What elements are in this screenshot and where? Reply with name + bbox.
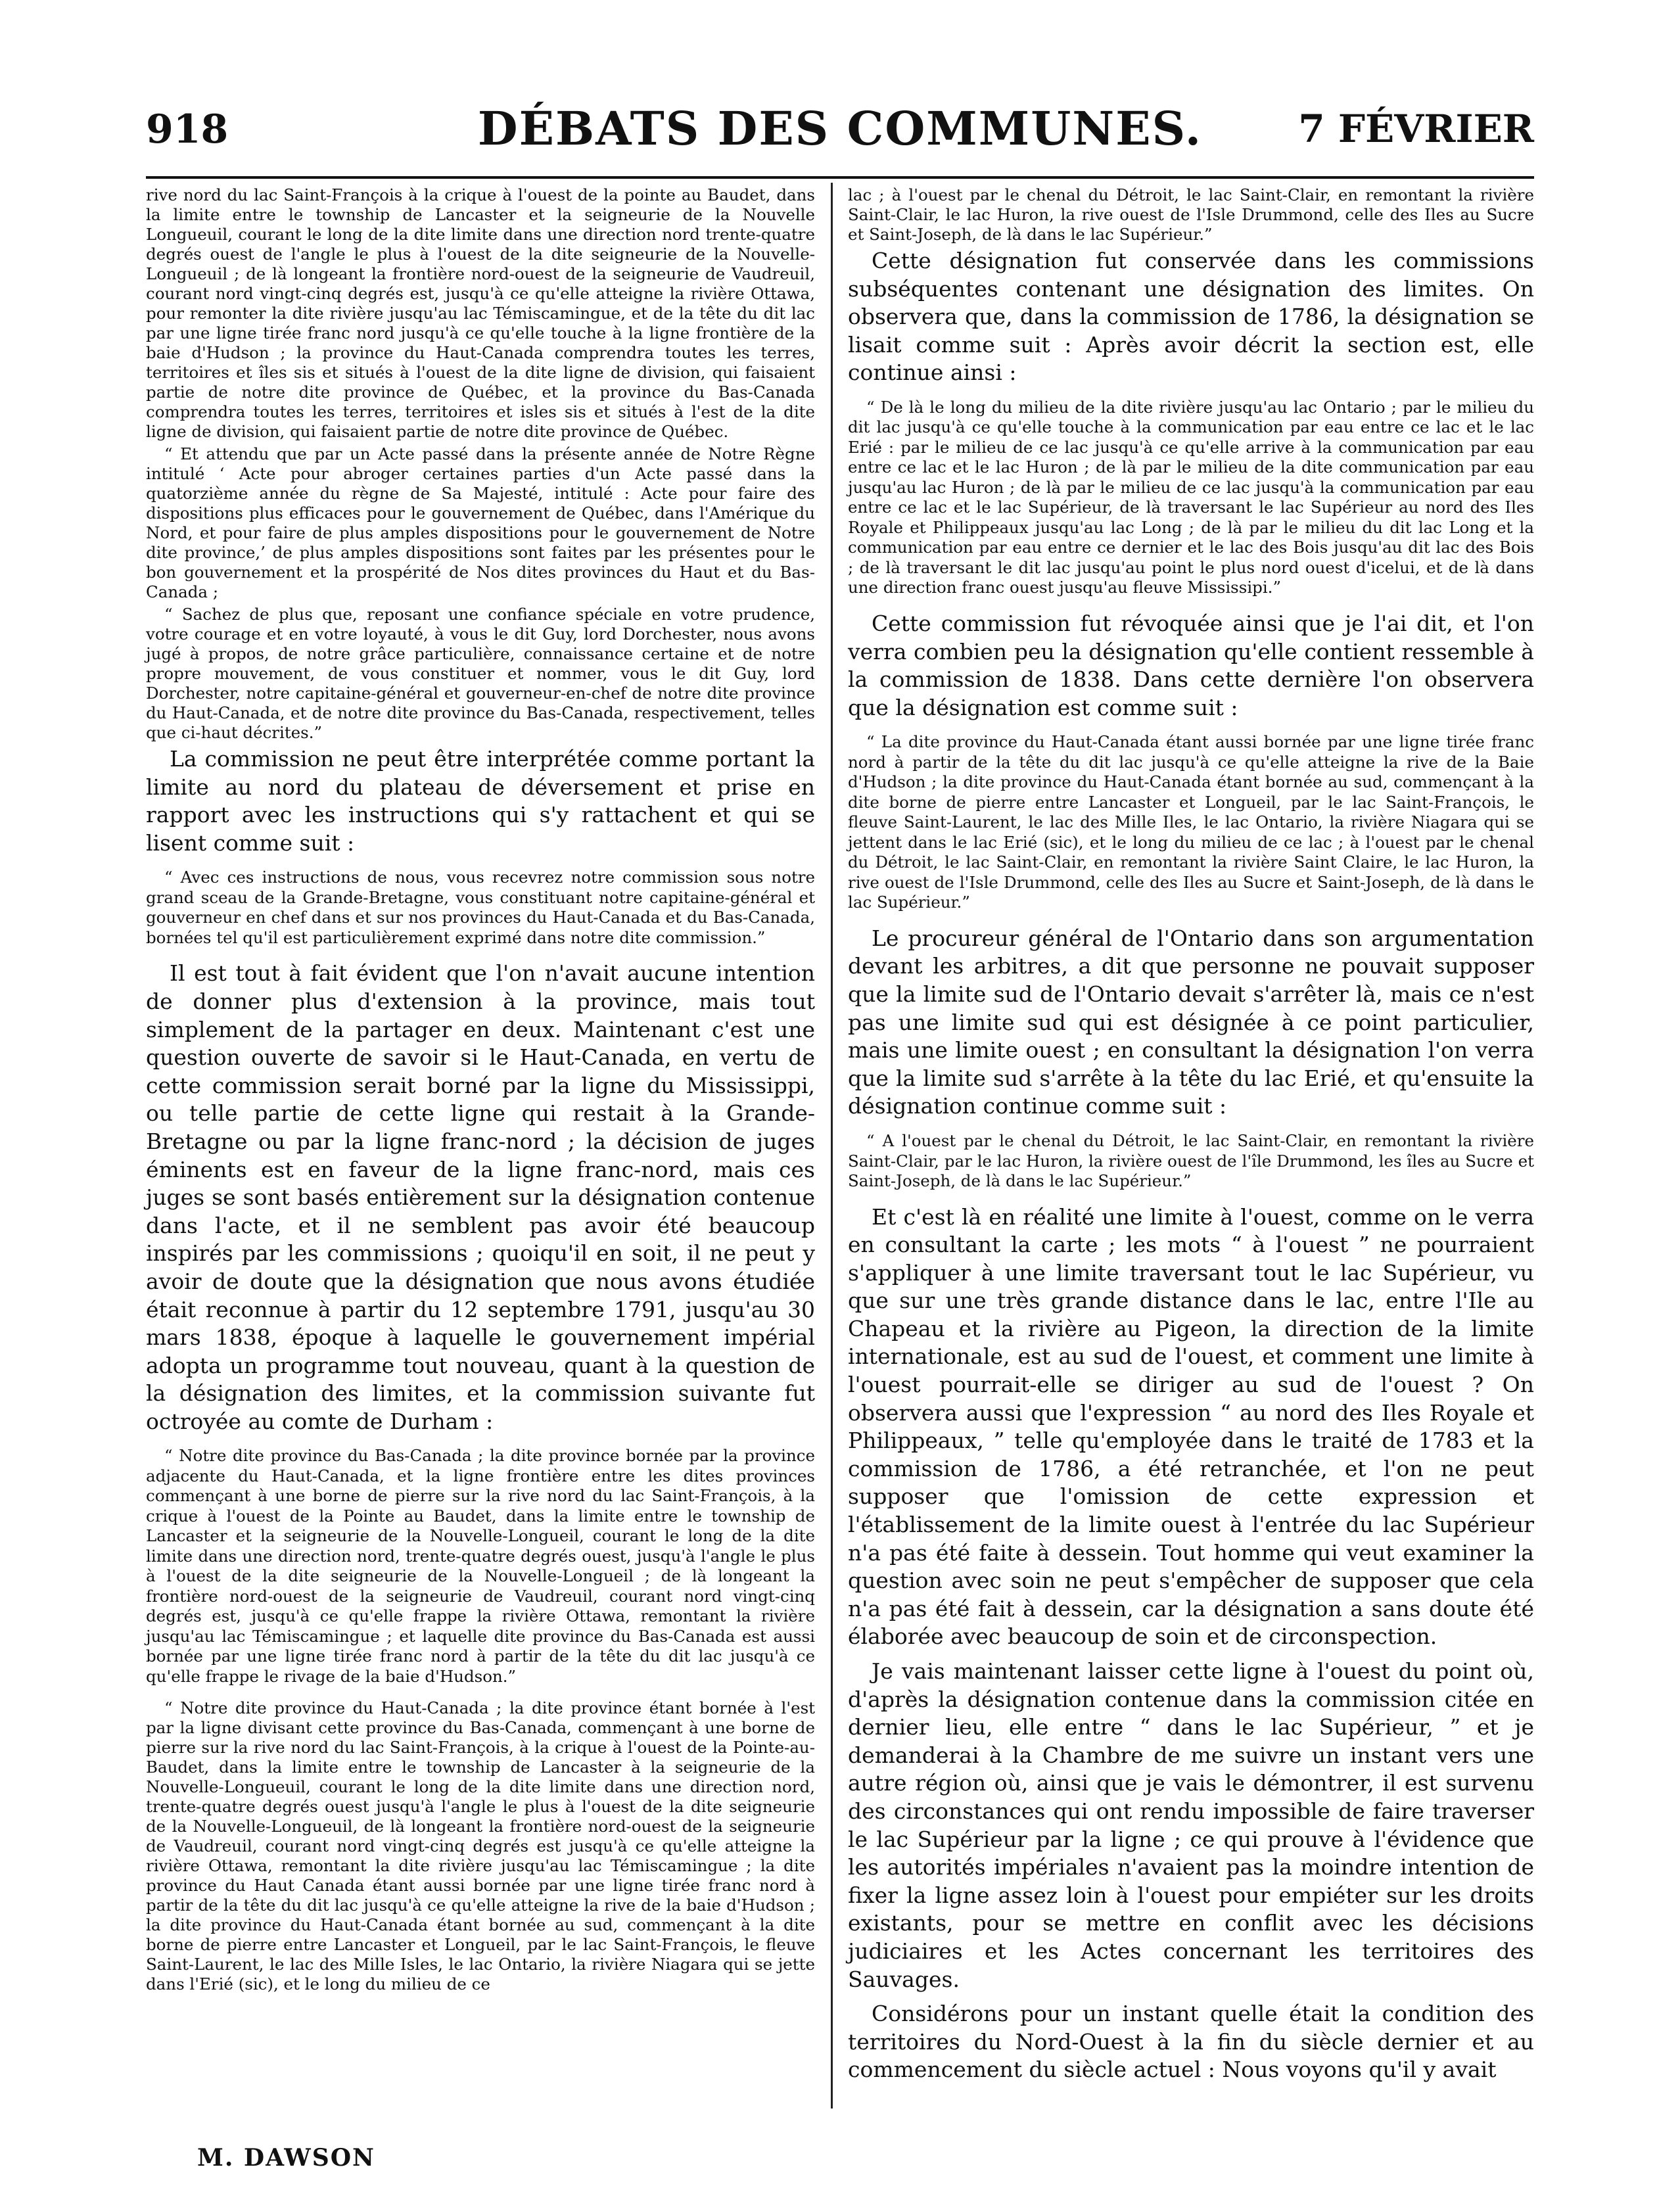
quoted-passage: “ Avec ces instructions de nous, vous recevrez notre commission sous notre grand sceau de la Grande-Bretagne, vous constituant notre capitaine-général et gouverneur en chef dans et sur nos provinces du Haut-Canada et du Bas-Canada, bornées tel qu'il est particulièrement exprimé dans notre dite commission.” — [146, 868, 815, 947]
quoted-passage: “ Notre dite province du Bas-Canada ; la dite province bornée par la province adjacente du Haut-Canada, et la ligne frontière entre les dites provinces commençant à une borne de pierre sur la rive nord du lac Saint-François, à la crique à l'ouest de la Pointe au Baudet, dans la limite entre le township de Lancaster et la seigneurie de la Nouvelle-Longueil, courant le long de la dite limite dans une direction nord, trente-quatre degrés ouest, jusqu'à l'angle le plus à l'ouest de la dite seigneurie de la Nouvelle-Longueil ; de là longeant la frontière nord-ouest de la seigneurie de Vaudreuil, courant nord vingt-cinq degrés est, jusqu'à ce qu'elle frappe la rivière Ottawa, remontant la rivière jusqu'au lac Témiscamingue ; et laquelle dite province du Bas-Canada est aussi bornée par une ligne tirée franc nord à partir de la tête du dit lac jusqu'à ce qu'elle frappe le rivage de la baie d'Hudson.” — [146, 1446, 815, 1686]
speaker-signature: M. DAWSON — [197, 2144, 375, 2172]
paragraph: Considérons pour un instant quelle était la condition des territoires du Nord-Ouest à la fin du siècle dernier et au commencement du siècle actuel : Nous voyons qu'il y avait — [848, 2001, 1534, 2083]
paragraph: rive nord du lac Saint-François à la crique à l'ouest de la pointe au Baudet, dans la limite entre le township de Lancaster et la seigneurie de la Nouvelle Longueuil, courant le long de la dite limite dans une direction nord trente-quatre degrés ouest de l'angle le plus à l'ouest de la dite seigneurie de la Nouvelle-Longueuil ; de là longeant la frontière nord-ouest de la seigneurie de Vaudreuil, courant nord vingt-cinq degrés est, jusqu'à ce qu'elle atteigne la rivière Ottawa, pour remonter la dite rivière jusqu'au lac Témiscamingue, et de la tête du dit lac par une ligne tirée franc nord jusqu'à ce qu'elle touche à la ligne frontière de la baie d'Hudson ; la province du Haut-Canada comprendra toutes les terres, territoires et îles sis et situés à l'ouest de la dite ligne de division, qui faisaient partie de notre dite province de Québec, et la province du Bas-Canada comprendra toutes les terres, territoires et isles sis et situés à l'est de la dite ligne de division, qui faisaient partie de notre dite province de Québec. — [146, 185, 815, 441]
quoted-passage: “ A l'ouest par le chenal du Détroit, le lac Saint-Clair, en remontant la rivière Saint-Clair, par le lac Huron, la rivière ouest de l'île Drummond, les îles au Sucre et Saint-Joseph, de là dans le lac Supérieur.” — [848, 1131, 1534, 1190]
column-divider — [831, 183, 833, 2108]
paragraph: Cette commission fut révoquée ainsi que je l'ai dit, et l'on verra combien peu la désignation qu'elle contient ressemble à la commission de 1838. Dans cette dernière l'on observera que la désignation est comme suit : — [848, 610, 1534, 720]
left-column — [146, 185, 815, 1997]
paragraph: lac ; à l'ouest par le chenal du Détroit, le lac Saint-Clair, en remontant la rivière Saint-Clair, le lac Huron, la rive ouest de l'Isle Drummond, celle des Iles au Sucre et Saint-Joseph, de là dans le lac Supérieur.” — [848, 185, 1534, 244]
paragraph: Je vais maintenant laisser cette ligne à l'ouest du point où, d'après la désignation contenue dans la commission citée en dernier lieu, elle entre “ dans le lac Supérieur, ” et je demanderai à la Chambre de me suivre un instant vers une autre région où, ainsi que je vais le démontrer, il est survenu des circonstances qui ont rendu impossible de faire traverser le lac Supérieur par la ligne ; ce qui prouve à l'évidence que les autorités impériales n'avaient pas la moindre intention de fixer la ligne assez loin à l'ouest pour empiéter sur les droits existants, pour se mettre en conflit avec les décisions judiciaires et les Actes concernant les territoires des Sauvages. — [848, 1658, 1534, 1992]
paragraph: Et c'est là en réalité une limite à l'ouest, comme on le verra en consultant la carte ; les mots “ à l'ouest ” ne pourraient s'appliquer à une limite traversant tout le lac Supérieur, vu que sur une très grande distance dans le lac, entre l'Ile au Chapeau et la rivière au Pigeon, la direction de la limite internationale, est au sud de l'ouest, et comment une limite à l'ouest pourrait-elle se diriger au sud de l'ouest ? On observera aussi que l'expression “ au nord des Iles Royale et Philippeaux, ” telle qu'employée dans le traité de 1783 et la commission de 1786, a été retranchée, et l'on ne peut supposer que l'omission de cette expression et l'établissement de la limite ouest à l'entrée du lac Supérieur n'a pas été faite à dessein. Tout homme qui veut examiner la question avec soin ne peut s'empêcher de supposer que cela n'a pas été fait à dessein, car la désignation a sans doute été élaborée avec beaucoup de soin et de circonspection. — [848, 1203, 1534, 1650]
page-date: 7 FÉVRIER — [1298, 106, 1534, 151]
quoted-passage: “ De là le long du milieu de la dite rivière jusqu'au lac Ontario ; par le milieu du dit lac jusqu'à ce qu'elle touche à la communication par eau entre ce lac et le lac Erié : par le milieu de ce lac jusqu'à ce qu'elle arrive à la communication par eau entre ce lac et le lac Huron ; de là par le milieu de la dite communication par eau jusqu'au lac Huron ; de là par le milieu de ce lac jusqu'à la communication par eau entre ce lac et le lac Supérieur, de là traversant le lac Supérieur au nord des Iles Royale et Philippeaux jusqu'au lac Long ; de là par le milieu du dit lac Long et la communication par eau entre ce dernier et le lac des Bois jusqu'au dit lac des Bois ; de là traversant le dit lac jusqu'au point le plus nord ouest d'icelui, et de là dans une direction franc ouest jusqu'au fleuve Mississipi.” — [848, 397, 1534, 597]
paragraph: Cette désignation fut conservée dans les commissions subséquentes contenant une désignation des limites. On observera que, dans la commission de 1786, la désignation se lisait comme suit : Après avoir décrit la section est, elle continue ainsi : — [848, 248, 1534, 386]
page-title: DÉBATS DES COMMUNES. — [477, 101, 1203, 156]
quoted-passage: “ La dite province du Haut-Canada étant aussi bornée par une ligne tirée franc nord à partir de la tête du dit lac jusqu'à ce qu'elle atteigne la rive de la Baie d'Hudson ; la dite province du Haut-Canada étant bornée au sud, commençant à la dite borne de pierre entre Lancaster et Longueil, par le lac Saint-François, le fleuve Saint-Laurent, le lac des Mille Iles, le lac Ontario, la rivière Niagara qui se jettent dans le lac Erié (sic), et le long du milieu de ce lac ; à l'ouest par le chenal du Détroit, le lac Saint-Clair, en remontant la rivière Saint Claire, le lac Huron, la rive ouest de l'Isle Drummond, celle des Iles au Sucre et Saint-Joseph, de là dans le lac Supérieur.” — [848, 732, 1534, 912]
paragraph: “ Notre dite province du Haut-Canada ; la dite province étant bornée à l'est par la ligne divisant cette province du Bas-Canada, commençant à une borne de pierre sur la rive nord du lac Saint-François, à la crique à l'ouest de la Pointe-au-Baudet, dans la limite entre le township de Lancaster à la seigneurie de la Nouvelle-Longueuil, courant le long de la dite limite dans une direction nord, trente-quatre degrés ouest jusqu'à l'angle le plus à l'ouest de la dite seigneurie de la Nouvelle-Longueuil, de là longeant la frontière nord-ouest de la seigneurie de Vaudreuil, courant nord vingt-cinq degrés est jusqu'à ce qu'elle atteigne la rivière Ottawa, remontant la dite rivière jusqu'au lac Témiscamingue ; la dite province du Haut Canada étant aussi bornée par une ligne tirée franc nord à partir de la tête du dit lac jusqu'à ce qu'elle atteigne la rive de la baie d'Hudson ; la dite province du Haut-Canada étant bornée au sud, commençant à la dite borne de pierre entre Lancaster et Longueil, par le lac Saint-François, le fleuve Saint-Laurent, le lac des Mille Isles, le lac Ontario, la rivière Niagara qui se jette dans l'Erié (sic), et le long du milieu de ce — [146, 1698, 815, 1994]
paragraph: “ Sachez de plus que, reposant une confiance spéciale en votre prudence, votre courage et en votre loyauté, à vous le dit Guy, lord Dorchester, nous avons jugé à propos, de notre grâce particulière, connaissance certaine et de notre propre mouvement, de vous constituer et nommer, vous le dit Guy, lord Dorchester, notre capitaine-général et gouverneur-en-chef de notre dite province du Haut-Canada, et de notre dite province du Bas-Canada, respectivement, telles que ci-haut décrites.” — [146, 605, 815, 742]
paragraph: Il est tout à fait évident que l'on n'avait aucune intention de donner plus d'extension à la province, mais tout simplement de la partager en deux. Maintenant c'est une question ouverte de savoir si le Haut-Canada, en vertu de cette commission serait borné par la ligne du Mississippi, ou telle partie de cette ligne qui restait à la Grande-Bretagne ou par la ligne franc-nord ; la décision de juges éminents est en faveur de la ligne franc-nord, mais ces juges se sont basés entièrement sur la désignation contenue dans l'acte, et il ne semblent pas avoir été beaucoup inspirés par les commissions ; quoiqu'il en soit, il ne peut y avoir de doute que la désignation que nous avons étudiée était reconnue à partir du 12 septembre 1791, jusqu'au 30 mars 1838, époque à laquelle le gouvernement impérial adopta un programme tout nouveau, quant à la question de la désignation des limites, et la commission suivante fut octroyée au comte de Durham : — [146, 960, 815, 1434]
header-rule — [146, 176, 1534, 179]
right-column — [848, 185, 1534, 2091]
paragraph: “ Et attendu que par un Acte passé dans la présente année de Notre Règne intitulé ‘ Acte pour abroger certaines parties d'un Acte passé dans la quatorzième année du règne de Sa Majesté, intitulé : Acte pour faire des dispositions plus efficaces pour le gouvernement de Québec, dans l'Amérique du Nord, et pour faire de plus amples dispositions pour le gouvernement de Notre dite province,’ de plus amples dispositions sont faites par les présentes pour le bon gouvernement et la prospérité de Nos dites provinces du Haut et du Bas-Canada ; — [146, 444, 815, 601]
page-header — [146, 99, 1534, 171]
page-number: 918 — [146, 106, 229, 152]
paragraph: La commission ne peut être interprétée comme portant la limite au nord du plateau de déversement et prise en rapport avec les instructions qui s'y rattachent et qui se lisent comme suit : — [146, 746, 815, 856]
paragraph: Le procureur général de l'Ontario dans son argumentation devant les arbitres, a dit que personne ne pouvait supposer que la limite sud de l'Ontario devait s'arrêter là, mais ce n'est pas une limite sud qui est désignée à ce point particulier, mais une limite ouest ; en consultant la désignation l'on verra que la limite sud s'arrête à la tête du lac Erié, et qu'ensuite la désignation continue comme suit : — [848, 925, 1534, 1119]
